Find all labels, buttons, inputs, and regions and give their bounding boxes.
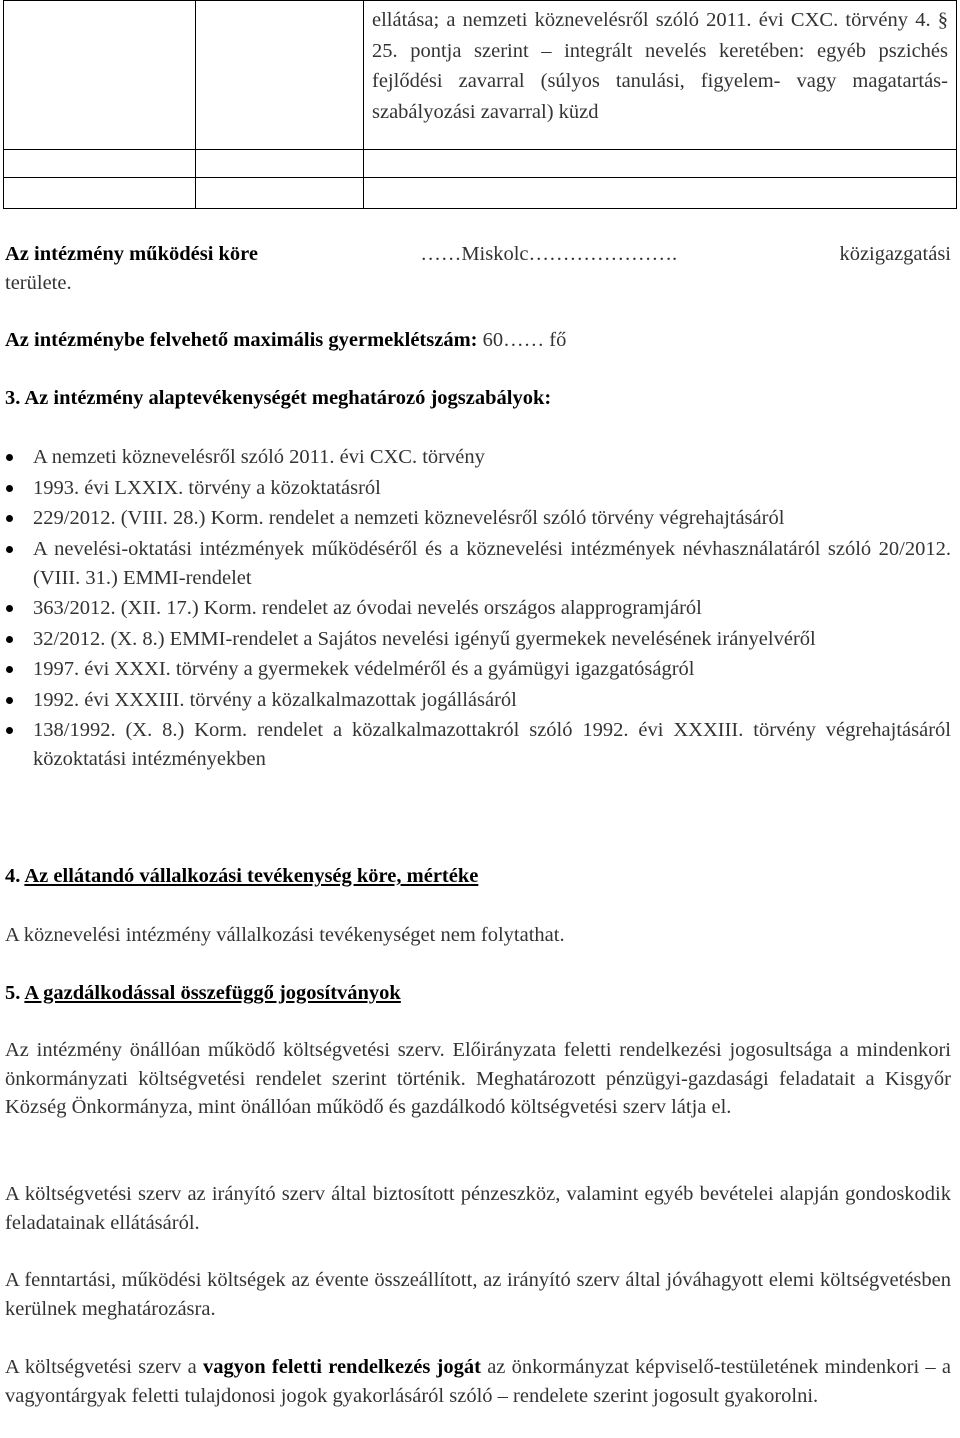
bullet-icon xyxy=(6,515,13,522)
scope-line2: területe. xyxy=(5,271,72,294)
list-item: 1997. évi XXXI. törvény a gyermekek védelméről és a gyámügyi igazgatóságról xyxy=(5,655,951,684)
scope-suffix: közigazgatási xyxy=(839,243,951,265)
bullet-icon xyxy=(6,727,13,734)
scope-label: Az intézmény működési köre xyxy=(5,243,259,265)
table-row xyxy=(4,1,957,150)
table-cell xyxy=(364,150,957,178)
bullet-icon xyxy=(6,546,13,553)
bullet-icon xyxy=(6,485,13,492)
table-cell xyxy=(196,178,364,209)
table-cell xyxy=(4,178,196,209)
laws-list xyxy=(5,443,951,776)
scope-paragraph xyxy=(5,240,951,297)
table-cell xyxy=(364,1,957,150)
section-5-paragraph-4: A költségvetési szerv a vagyon feletti rendelkezés jogát az önkormányzat képviselő-testületének mindenkori – a vagyontárgyak feletti tulajdonosi jogok gyakorlásáról szóló – rendelete szerint jogosult gyakorolni. xyxy=(5,1356,951,1407)
section-5-paragraph-1: Az intézmény önállóan működő költségvetési szerv. Előirányzata feletti rendelkezési jogosultsága a mindenkori önkormányzati költségvetési rendelet szerint történik. Meghatározott pénzügyi-gazdasági feladatait a Kisgyőr Község Önkormányza, mint önállóan működő és gazdálkodó költségvetési szerv látja el. xyxy=(5,1039,951,1118)
list-item: 1992. évi XXXIII. törvény a közalkalmazottak jogállásáról xyxy=(5,686,951,715)
list-item: 363/2012. (XII. 17.) Korm. rendelet az óvodai nevelés országos alapprogramjáról xyxy=(5,594,951,623)
max-children-label: Az intézménybe felvehető maximális gyermeklétszám: xyxy=(5,329,478,351)
bullet-icon xyxy=(6,636,13,643)
table-row xyxy=(4,178,957,209)
section-5-heading: 5. A gazdálkodással összefüggő jogosítványok xyxy=(5,982,401,1004)
list-item: 32/2012. (X. 8.) EMMI-rendelet a Sajátos nevelési igényű gyermekek nevelésének irányelvéről xyxy=(5,625,951,654)
table-cell xyxy=(196,1,364,150)
bullet-icon xyxy=(6,454,13,461)
section-4-body: A köznevelési intézmény vállalkozási tevékenységet nem folytathat. xyxy=(5,924,565,946)
section-5-paragraph-3: A fenntartási, működési költségek az évente összeállított, az irányító szerv által jóváhagyott elemi költségvetésben kerülnek meghatározásra. xyxy=(5,1269,951,1320)
table-cell xyxy=(364,178,957,209)
table-cell xyxy=(196,150,364,178)
table-row xyxy=(4,150,957,178)
list-item: A nemzeti köznevelésről szóló 2011. évi CXC. törvény xyxy=(5,443,951,472)
table-cell xyxy=(4,1,196,150)
list-item: 1993. évi LXXIX. törvény a közoktatásról xyxy=(5,474,951,503)
bullet-icon xyxy=(6,666,13,673)
list-item: A nevelési-oktatási intézmények működéséről és a köznevelési intézmények névhasználatáról szóló 20/2012. (VIII. 31.) EMMI-rendelet xyxy=(5,535,951,593)
table-cell xyxy=(4,150,196,178)
bullet-icon xyxy=(6,605,13,612)
max-children-paragraph xyxy=(5,326,951,355)
scope-value: ……Miskolc…………………. xyxy=(420,243,678,265)
list-item: 229/2012. (VIII. 28.) Korm. rendelet a nemzeti köznevelésről szóló törvény végrehajtásáról xyxy=(5,504,951,533)
table-cell-text: ellátása; a nemzeti köznevelésről szóló 2011. évi CXC. törvény 4. § 25. pontja szerint – integrált nevelés keretében: egyéb pszichés fejlődési zavarral (súlyos tanulási, figyelem- vagy magatartás-szabályozási zavarral) küzd xyxy=(372,9,948,123)
max-children-value: 60…… fő xyxy=(482,329,567,351)
bullet-icon xyxy=(6,697,13,704)
section-5-paragraph-2: A költségvetési szerv az irányító szerv által biztosított pénzeszköz, valamint egyéb bevételei alapján gondoskodik feladatainak ellátásáról. xyxy=(5,1183,951,1234)
section-3-heading: 3. Az intézmény alaptevékenységét meghatározó jogszabályok: xyxy=(5,387,552,409)
top-table xyxy=(3,0,957,209)
section-4-heading: 4. Az ellátandó vállalkozási tevékenység köre, mértéke xyxy=(5,865,479,887)
list-item: 138/1992. (X. 8.) Korm. rendelet a közalkalmazottakról szóló 1992. évi XXXIII. törvény végrehajtásáról közoktatási intézményekben xyxy=(5,716,951,774)
